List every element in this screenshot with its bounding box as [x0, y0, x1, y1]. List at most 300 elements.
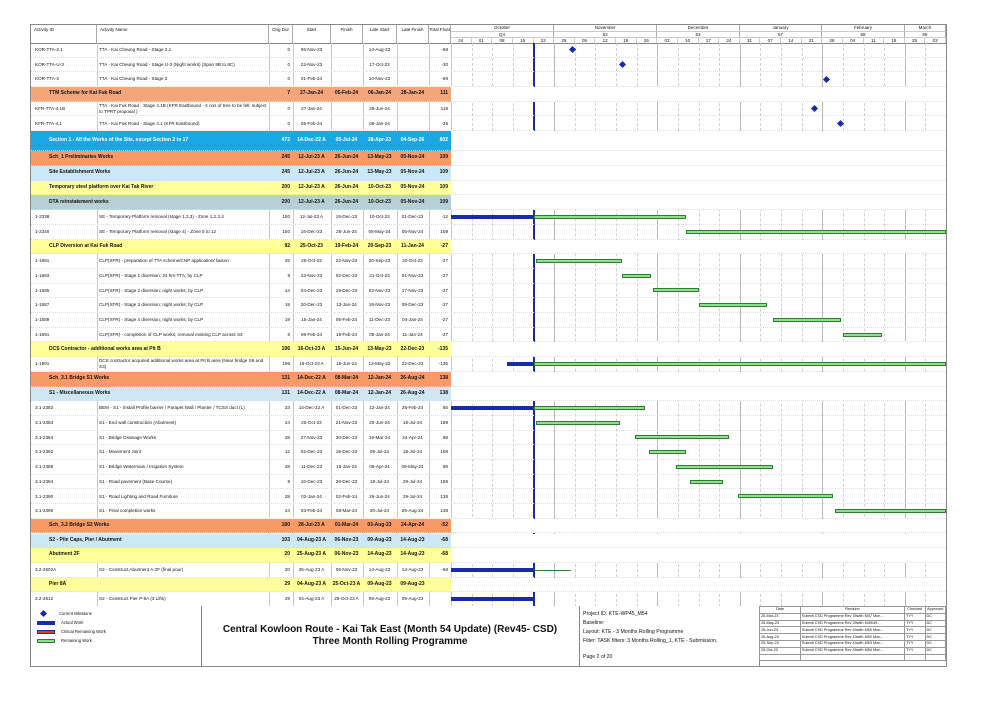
timeline-week: 28: [822, 37, 843, 43]
activity-id: 1-2338: [35, 214, 50, 220]
legend-actual: [37, 619, 84, 626]
late-finish: 09-Aug-23: [400, 580, 425, 587]
late-finish: 04-Jan-24: [402, 317, 423, 323]
late-start: 11-Dec-23: [368, 317, 391, 323]
row-timeline: [451, 131, 946, 150]
activity-name: Sch_3.2 Bridge S2 Works: [49, 521, 110, 528]
activity-row[interactable]: [31, 431, 946, 446]
remaining-work-bar[interactable]: [773, 318, 841, 322]
activity-name: TTA - Kai Cheung Road - Stage 3: [99, 76, 168, 82]
row-timeline: [451, 210, 946, 224]
late-finish: 29-Jul-24: [402, 478, 423, 484]
activity-name: CLP Diversion at Kai Fuk Road: [49, 242, 123, 249]
activity-row[interactable]: [31, 460, 946, 475]
activity-name: CLP(XFR) - Stage 3 diversion; night works; by CLP: [99, 302, 204, 308]
wbs-group-row[interactable]: [31, 372, 946, 387]
activity-id: KOR-TTA-U-3: [35, 61, 64, 67]
revision-cell: Submit CSD Programme Rev 39with M49/49...: [800, 620, 904, 627]
late-finish: 28-Jan-24: [400, 90, 425, 97]
row-timeline: [451, 489, 946, 503]
activity-row[interactable]: [31, 475, 946, 490]
late-finish: 01-Nov-23: [401, 273, 424, 279]
late-finish: 09-Dec-23: [401, 302, 424, 308]
timeline-period: 59: [905, 31, 946, 37]
finish-date: [331, 72, 362, 86]
wbs-group-row[interactable]: [31, 166, 946, 181]
milestone-diamond-icon[interactable]: [837, 120, 844, 127]
revision-cell: Date: [760, 607, 801, 614]
total-float: 138: [440, 493, 448, 499]
late-start: 13-May-23: [368, 361, 391, 367]
activity-row[interactable]: [31, 225, 946, 240]
start-date: 05-Feb-24: [300, 120, 323, 126]
late-finish: 11-Jan-24: [401, 242, 424, 249]
total-float: -52: [440, 521, 448, 528]
revision-cell: [925, 654, 945, 661]
project-id: Project ID: KTE-WP45_M54: [583, 611, 648, 617]
filter-text: Filter: TASK filters: 3 Months Rolling_1, KTE - Submission.: [583, 638, 718, 644]
row-timeline: [451, 431, 946, 445]
activity-name: TTA - Kai Cheung Road - Stage U-3 (Night works) (Span 8B to 8C): [99, 61, 235, 67]
activity-name: S1 - Road pavement (Base Course): [99, 478, 173, 484]
late-start: 14-Aug-23: [367, 551, 392, 558]
activity-name: CLP(XFR) - completion of CLP works; removal existing CLP across S3: [99, 331, 243, 337]
col-total-float[interactable]: Total Float: [429, 25, 451, 43]
activity-row[interactable]: [31, 328, 946, 343]
late-start: 28-Jun-24: [369, 105, 390, 111]
orig-duration: 150: [282, 228, 290, 234]
timeline-week: 07: [760, 37, 781, 43]
revision-cell: [800, 654, 904, 661]
row-timeline: [451, 102, 946, 116]
activity-name: Pier 8A: [49, 580, 67, 587]
activity-row[interactable]: [31, 72, 946, 87]
late-finish: 17-Nov-23: [401, 287, 424, 293]
row-timeline: [451, 72, 946, 86]
activity-row[interactable]: [31, 489, 946, 504]
revision-cell: TYY: [905, 613, 925, 620]
activity-row[interactable]: [31, 116, 946, 131]
actual-work-bar[interactable]: [451, 568, 534, 572]
finish-date: 15-Dec-23: [335, 214, 358, 220]
total-float: -12: [441, 214, 448, 220]
row-timeline: [451, 166, 946, 180]
row-timeline: [451, 592, 946, 606]
total-float: -27: [441, 317, 448, 323]
revision-cell: DC: [925, 627, 945, 634]
late-finish: 24-Apr-24: [400, 521, 425, 528]
actual-work-bar[interactable]: [451, 215, 534, 219]
timeline-week: 24: [451, 37, 472, 43]
activity-id: 3.1-2394: [35, 478, 54, 484]
finish-date: 25-Oct-23 A: [334, 596, 359, 602]
wbs-group-row[interactable]: [31, 151, 946, 166]
remaining-work-bar[interactable]: [686, 230, 946, 234]
activity-id: 1-1681: [35, 258, 50, 264]
row-timeline: [451, 534, 946, 548]
wbs-group-row[interactable]: [31, 548, 946, 563]
col-late-start[interactable]: Late Start: [363, 25, 397, 43]
late-start: 28-Apr-23: [367, 137, 392, 143]
row-timeline: [451, 475, 946, 489]
finish-date: 06-Nov-23: [334, 551, 359, 558]
total-float: -25: [441, 120, 448, 126]
activity-name: S1 - Road Lighting and Road Furniture: [99, 493, 178, 499]
late-finish: 04-Sep-26: [400, 137, 425, 143]
timeline-week: 15: [513, 37, 534, 43]
late-finish: 26-Aug-24: [401, 508, 424, 514]
orig-duration: 33: [284, 405, 290, 411]
activity-row[interactable]: [31, 43, 946, 58]
total-float: 109: [440, 228, 448, 234]
wbs-group-row[interactable]: [31, 534, 946, 549]
finish-date: 22-Nov-23: [335, 258, 358, 264]
orig-duration: 20: [284, 566, 290, 572]
start-date: 25-Oct-23: [300, 242, 323, 249]
revision-cell: TYY: [905, 647, 925, 654]
late-finish: [397, 58, 428, 72]
timeline-week: 22: [534, 37, 555, 43]
finish-date: 01-Mar-24: [334, 521, 359, 528]
revision-cell: 25-Aug-23: [760, 634, 801, 641]
activity-row[interactable]: [31, 504, 946, 519]
revision-row: [760, 654, 946, 661]
actual-work-bar[interactable]: [451, 597, 534, 601]
activity-id: 1-1691: [35, 331, 50, 337]
orig-duration: 0: [287, 76, 290, 82]
activity-name: S2 - Pile Caps, Pier / Abutment: [49, 536, 122, 543]
legend-milestone-label: Current Milestone: [59, 611, 93, 616]
gantt-sheet: [30, 24, 947, 608]
finish-date: 19-Feb-24: [335, 331, 358, 337]
activity-row[interactable]: [31, 313, 946, 328]
total-float: -30: [441, 61, 448, 67]
orig-duration: 29: [284, 580, 290, 587]
late-finish: 29-Jul-24: [402, 493, 423, 499]
title-line-1: Central Kowloon Route - Kai Tak East (Month 54 Update) (Rev45- CSD): [222, 624, 558, 635]
total-float: 118: [440, 105, 448, 111]
wbs-group-row[interactable]: [31, 578, 946, 593]
late-start: 06-Jan-24: [369, 120, 390, 126]
timeline-month: October: [451, 25, 554, 31]
remaining-work-bar[interactable]: [699, 303, 767, 307]
late-finish: 24-Apr-24: [402, 434, 423, 440]
activity-row[interactable]: [31, 563, 946, 578]
orig-duration: 245: [281, 154, 290, 161]
milestone-diamond-icon[interactable]: [619, 61, 626, 68]
late-finish: 18-Jul-24: [402, 420, 423, 425]
orig-duration: 103: [281, 536, 290, 543]
revision-cell: Approved: [925, 607, 945, 614]
activity-row[interactable]: [31, 357, 946, 372]
timeline-period: Q4: [451, 31, 554, 37]
remaining-work-bar[interactable]: [536, 259, 623, 263]
late-finish: 05-Nov-24: [400, 183, 425, 190]
late-start: 12-Jan-24: [367, 374, 392, 381]
finish-date: 05-Feb-24: [335, 317, 358, 323]
finish-date: 26-Jun-24: [334, 183, 359, 190]
remaining-work-bar[interactable]: [835, 509, 946, 513]
total-float: -27: [441, 287, 448, 293]
wbs-group-row[interactable]: [31, 519, 946, 534]
late-start: 12-Jan-24: [369, 405, 390, 411]
activity-name: SE - Temporary Platform removal (stage 1,2,3) - Zone 1,2,3,4: [99, 214, 224, 220]
late-start: 06-Apr-24: [369, 464, 390, 470]
late-start: 20-Sep-23: [368, 258, 391, 264]
activity-row[interactable]: [31, 102, 946, 117]
late-finish: [397, 102, 428, 116]
activity-name: Site Establishment Works: [49, 169, 111, 176]
remaining-work-bar[interactable]: [534, 215, 687, 219]
row-timeline: [451, 269, 946, 283]
late-finish: 05-Nov-24: [400, 169, 425, 176]
remaining-work-bar[interactable]: [635, 435, 730, 439]
footer: [30, 606, 947, 667]
legend-critical-label: Critical Remaining Work: [61, 629, 106, 634]
actual-swatch-icon: [37, 621, 55, 625]
remaining-work-bar[interactable]: [649, 450, 686, 454]
col-activity-name[interactable]: Activity Name: [97, 25, 269, 43]
activity-row[interactable]: [31, 592, 946, 607]
activity-name: Temporary steel platform over Kai Tak River: [49, 183, 154, 190]
row-timeline: [451, 401, 946, 415]
row-timeline: [451, 445, 946, 459]
finish-date: [331, 116, 362, 130]
finish-date: 19-Feb-24: [334, 242, 359, 249]
activity-name: S2 - Construct Abutment A-2F (final pour): [99, 566, 184, 572]
start-date: 12-Jul-23 A: [298, 169, 325, 176]
total-float: -135: [437, 345, 448, 352]
activity-name: TTA - Kai Fuk Road - Stage 4.1B (KFR Eastbound - 4 nos of tree to be fell; subject to TPRT proposal ): [99, 103, 267, 114]
revision-cell: Submit CSD Programme Rev 44with M53 Mon...: [800, 640, 904, 647]
late-finish: 22-Dec-23: [401, 361, 424, 367]
timeline-week: 12: [595, 37, 616, 43]
late-start: 30-Jul-24: [369, 508, 390, 514]
milestone-diamond-icon[interactable]: [823, 76, 830, 83]
late-start: 05-Jul-24: [369, 449, 390, 455]
col-finish[interactable]: Finish: [331, 25, 363, 43]
activity-name: TTM Scheme for Kai Fuk Road: [49, 90, 122, 97]
wbs-group-row[interactable]: [31, 342, 946, 357]
wbs-group-row[interactable]: [31, 87, 946, 102]
row-timeline: [451, 151, 946, 165]
late-finish: 18-Jul-24: [402, 449, 423, 455]
finish-date: 08-Mar-24: [334, 374, 359, 381]
legend-actual-label: Actual Work: [61, 620, 84, 625]
start-date: 27-Nov-23: [300, 434, 323, 440]
legend: [31, 606, 202, 666]
orig-duration: 24: [284, 508, 290, 514]
late-finish: 14-Aug-23: [401, 566, 424, 572]
total-float: -27: [441, 258, 448, 264]
activity-id: 1-1685: [35, 287, 50, 293]
remaining-work-bar[interactable]: [536, 421, 621, 425]
late-start: 09-Aug-23: [367, 580, 392, 587]
start-date: 25-Aug-23 A: [297, 551, 326, 558]
total-float: -27: [441, 273, 448, 279]
late-start: 02-Nov-23: [368, 287, 391, 293]
orig-duration: 19: [284, 302, 290, 308]
orig-duration: 28: [284, 493, 290, 499]
activity-row[interactable]: [31, 298, 946, 313]
activity-name: S1 - Bridge Drainage Works: [99, 434, 157, 440]
remaining-work-bar[interactable]: [653, 288, 698, 292]
activity-name: Abutment 2F: [49, 551, 80, 558]
start-date: 16-Oct-23 A: [299, 361, 324, 367]
row-timeline: [451, 240, 946, 254]
orig-duration: 25: [284, 258, 290, 264]
total-float: 65: [442, 405, 448, 411]
orig-duration: 19: [284, 317, 290, 323]
remaining-work-bar[interactable]: [738, 494, 833, 498]
timeline-week: 03: [925, 37, 946, 43]
remaining-work-bar[interactable]: [534, 362, 947, 366]
row-timeline: [451, 313, 946, 327]
wbs-group-row[interactable]: [31, 181, 946, 196]
activity-row[interactable]: [31, 210, 946, 225]
finish-date: 06-Nov-23: [335, 566, 358, 572]
activity-name: S1 - Final completion works: [99, 508, 156, 514]
orig-duration: 150: [282, 214, 290, 220]
milestone-diamond-icon: [40, 610, 47, 617]
revision-row: [760, 647, 946, 654]
timeline-week: 03: [657, 37, 678, 43]
col-late-finish[interactable]: Late Finish: [397, 25, 429, 43]
col-activity-id[interactable]: Activity ID: [31, 25, 97, 43]
actual-work-bar[interactable]: [451, 406, 534, 410]
activity-name: S1 - End wall construction (Abutment): [99, 420, 177, 425]
row-timeline: [451, 563, 946, 577]
milestone-diamond-icon[interactable]: [569, 46, 576, 53]
late-finish: 14-Aug-23: [400, 536, 425, 543]
remaining-work-bar[interactable]: [622, 274, 651, 278]
orig-duration: 0: [287, 47, 290, 53]
activity-name: CLP(XFR) - Stage 2 diversion; night works; by CLP: [99, 287, 204, 293]
activity-name: Section 1 - All the Works of the Site, except Section 2 to 17: [49, 137, 189, 143]
finish-date: [331, 102, 362, 116]
col-orig-dur[interactable]: Orig Dur: [269, 25, 293, 43]
row-timeline: [451, 225, 946, 239]
wbs-group-row[interactable]: [31, 131, 946, 151]
timeline-week: 05: [575, 37, 596, 43]
activity-row[interactable]: [31, 401, 946, 416]
start-date: 15-Jan-24: [301, 317, 322, 323]
remaining-work-bar[interactable]: [534, 406, 645, 410]
start-date: 27-Jan-24: [299, 90, 324, 97]
activity-row[interactable]: [31, 284, 946, 299]
finish-date: 05-Feb-24: [334, 90, 359, 97]
start-date: 14-Dec-22 A: [297, 374, 326, 381]
activity-name: S2 - Construct Pier P-8A (3 Lifts): [99, 596, 166, 602]
finish-date: 02-Dec-23: [335, 273, 358, 279]
activity-id: 3.1-2396: [35, 508, 54, 514]
late-finish: 09-May-24: [401, 464, 424, 470]
activity-name: S1 - Miscellaneous Works: [49, 389, 111, 396]
finish-date: 15-Jun-24: [336, 361, 357, 367]
orig-duration: 131: [281, 374, 290, 381]
timeline-period: 53: [554, 31, 657, 37]
row-timeline: [451, 342, 946, 356]
activity-name: DCS contractor acquired additional works area at Pit B area (Near bridge S9 and S3): [99, 358, 264, 369]
remaining-work-bar[interactable]: [676, 465, 773, 469]
baseline: Baseline:: [583, 620, 605, 626]
orig-duration: 0: [287, 120, 290, 126]
row-timeline: [451, 328, 946, 342]
col-start[interactable]: Start: [293, 25, 331, 43]
finish-date: 13-Jan-24: [336, 302, 357, 308]
timeline-month: March: [905, 25, 946, 31]
total-float: -27: [441, 331, 448, 337]
finish-date: [331, 43, 362, 57]
activity-id: 1-2340: [35, 228, 50, 234]
start-date: 16-Oct-23 A: [297, 345, 326, 352]
activity-row[interactable]: [31, 269, 946, 284]
late-start: 08-May-24: [368, 228, 391, 234]
activity-row[interactable]: [31, 58, 946, 73]
wbs-group-row[interactable]: [31, 240, 946, 255]
remaining-swatch-icon: [37, 639, 55, 643]
orig-duration: 180: [281, 521, 290, 528]
revision-row: [760, 640, 946, 647]
row-timeline: [451, 58, 946, 72]
page-number: Page 2 of 20: [583, 654, 613, 660]
orig-duration: 245: [281, 169, 290, 176]
finish-date: 15-Dec-23: [335, 449, 358, 455]
orig-duration: 92: [284, 242, 290, 249]
revision-cell: TYY: [905, 634, 925, 641]
total-float: 88: [442, 464, 448, 470]
activity-id: KFR-TTA-4.1: [35, 120, 62, 126]
start-date: 12-Jul-23 A: [299, 214, 324, 220]
activity-id: 1-1683: [35, 273, 50, 279]
activity-name: S1 - Movement Joint: [99, 449, 142, 455]
wbs-group-row[interactable]: [31, 195, 946, 210]
activity-row[interactable]: [31, 416, 946, 431]
late-start: 03-Aug-23: [367, 521, 392, 528]
total-float: 189: [440, 420, 448, 425]
actual-work-bar[interactable]: [507, 362, 534, 366]
start-date: 14-Dec-22 A: [297, 137, 326, 143]
revision-row: [760, 613, 946, 620]
late-start: 05-Jan-24: [369, 331, 390, 337]
timeline-month: February: [822, 25, 905, 31]
finish-date: 08-Mar-24: [335, 508, 358, 514]
activity-id: 3.2-2612: [35, 596, 54, 602]
milestone-diamond-icon[interactable]: [810, 105, 817, 112]
start-date: 04-Dec-23: [300, 287, 323, 293]
orig-duration: 14: [284, 287, 290, 293]
activity-id: KFR-TTA-4.1B: [35, 105, 66, 111]
timeline-week: 29: [554, 37, 575, 43]
remaining-work-line[interactable]: [534, 570, 571, 571]
late-finish: 05-Nov-24: [400, 198, 425, 205]
remaining-work-bar[interactable]: [843, 333, 882, 337]
total-float: -68: [441, 566, 448, 572]
activity-row[interactable]: [31, 254, 946, 269]
orig-duration: 20: [284, 551, 290, 558]
finish-date: 15-Jun-24: [334, 345, 359, 352]
late-start: 19-Mar-24: [368, 434, 391, 440]
wbs-group-row[interactable]: [31, 387, 946, 402]
activity-name: TTA - Kai Cheung Road - Stage 2.1: [99, 47, 172, 53]
legend-remaining-label: Remaining Work: [61, 638, 92, 643]
revision-cell: DC: [925, 634, 945, 641]
row-timeline: [451, 284, 946, 298]
activity-id: KOR-TTA-3: [35, 76, 59, 82]
activity-row[interactable]: [31, 445, 946, 460]
start-date: 06-Feb-24: [300, 331, 323, 337]
remaining-work-bar[interactable]: [690, 480, 723, 484]
